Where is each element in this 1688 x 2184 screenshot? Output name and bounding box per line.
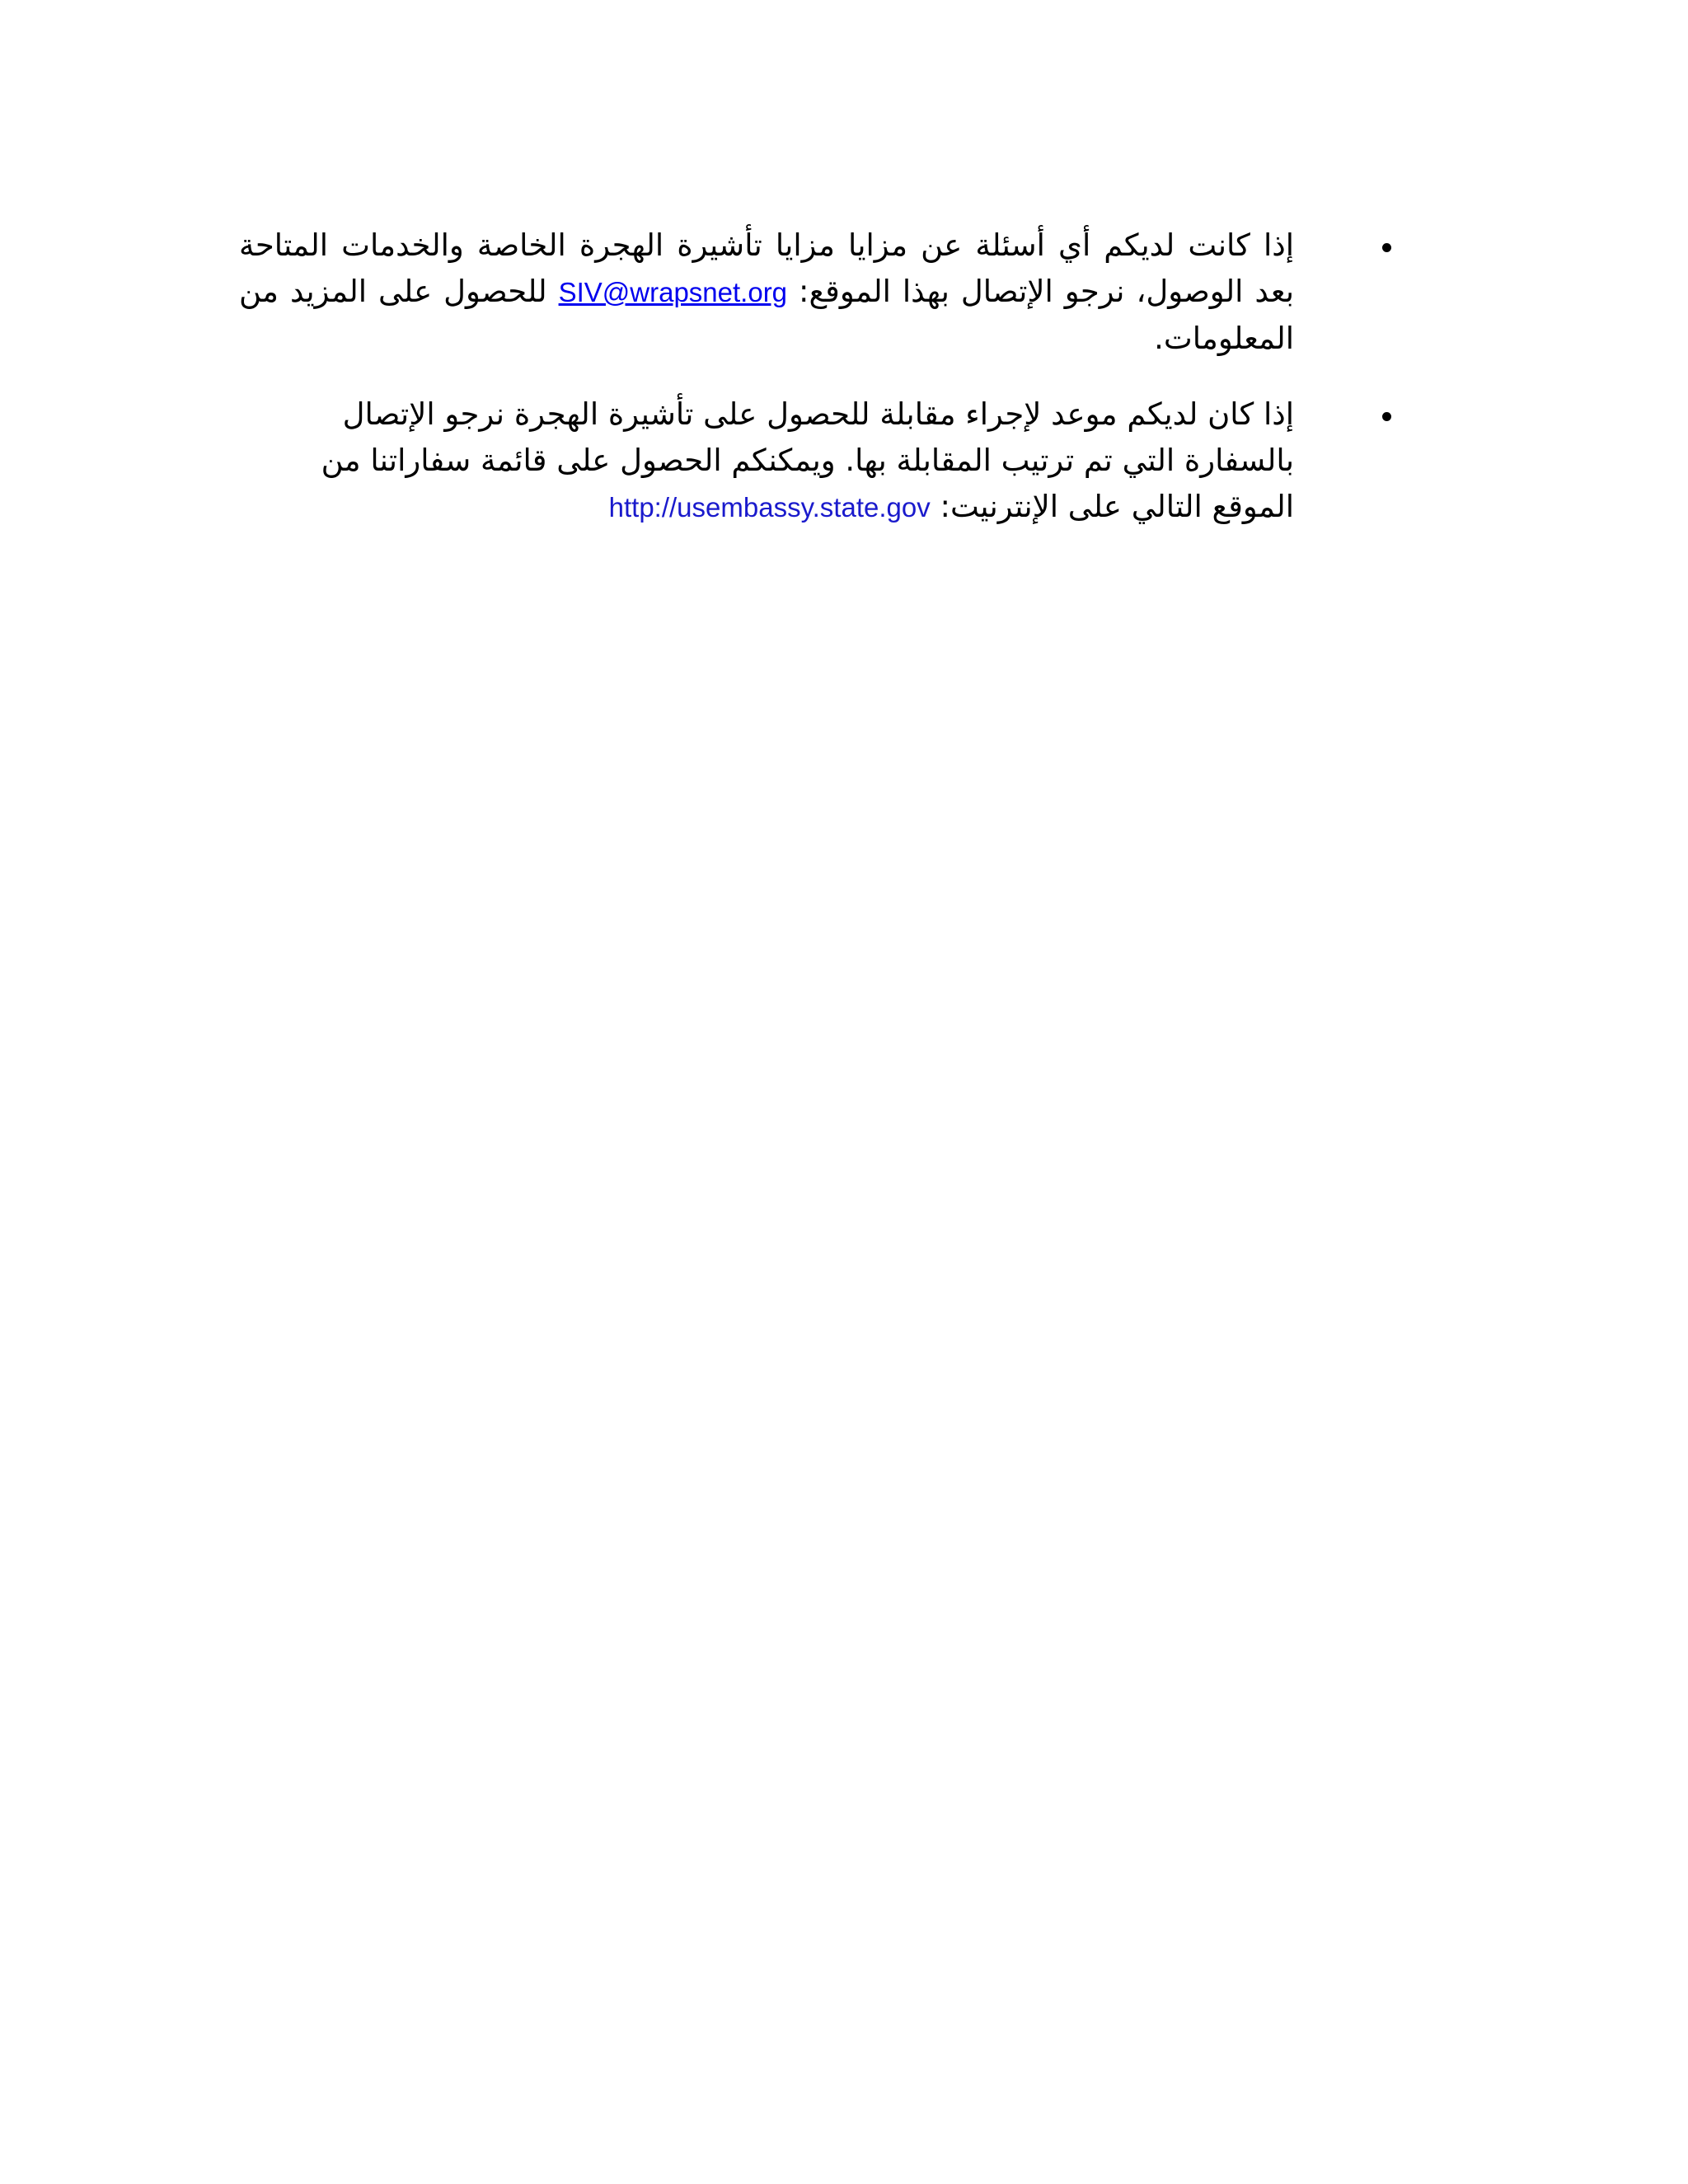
email-link[interactable]: SIV@wrapsnet.org xyxy=(558,277,788,307)
bullet-text-after: للحصول على المزيد من المعلومات. xyxy=(239,274,1294,356)
bullet-dot-icon xyxy=(1382,412,1391,421)
bullet-item-siv-questions xyxy=(239,223,1360,362)
bullet-item-interview-appointment xyxy=(239,391,1360,531)
embassy-url-link[interactable]: http://usembassy.state.gov xyxy=(608,492,931,523)
bullet-text-before: إذا كان لديكم موعد لإجراء مقابلة للحصول على تأشيرة الهجرة نرجو الإتصال بالسفارة التي تم ترتيب المقابلة بها. ويمكنكم الحصول على قائمة سفاراتنا من الموقع التالي على الإنترنيت: xyxy=(321,396,1294,524)
bullet-dot-icon xyxy=(1382,243,1391,252)
bullet-list xyxy=(239,223,1360,560)
bullet-text-before: إذا كانت لديكم أي أسئلة عن مزايا مزايا تأشيرة الهجرة الخاصة والخدمات المتاحة بعد الوصول، نرجو الإتصال بهذا الموقع: xyxy=(239,227,1294,309)
